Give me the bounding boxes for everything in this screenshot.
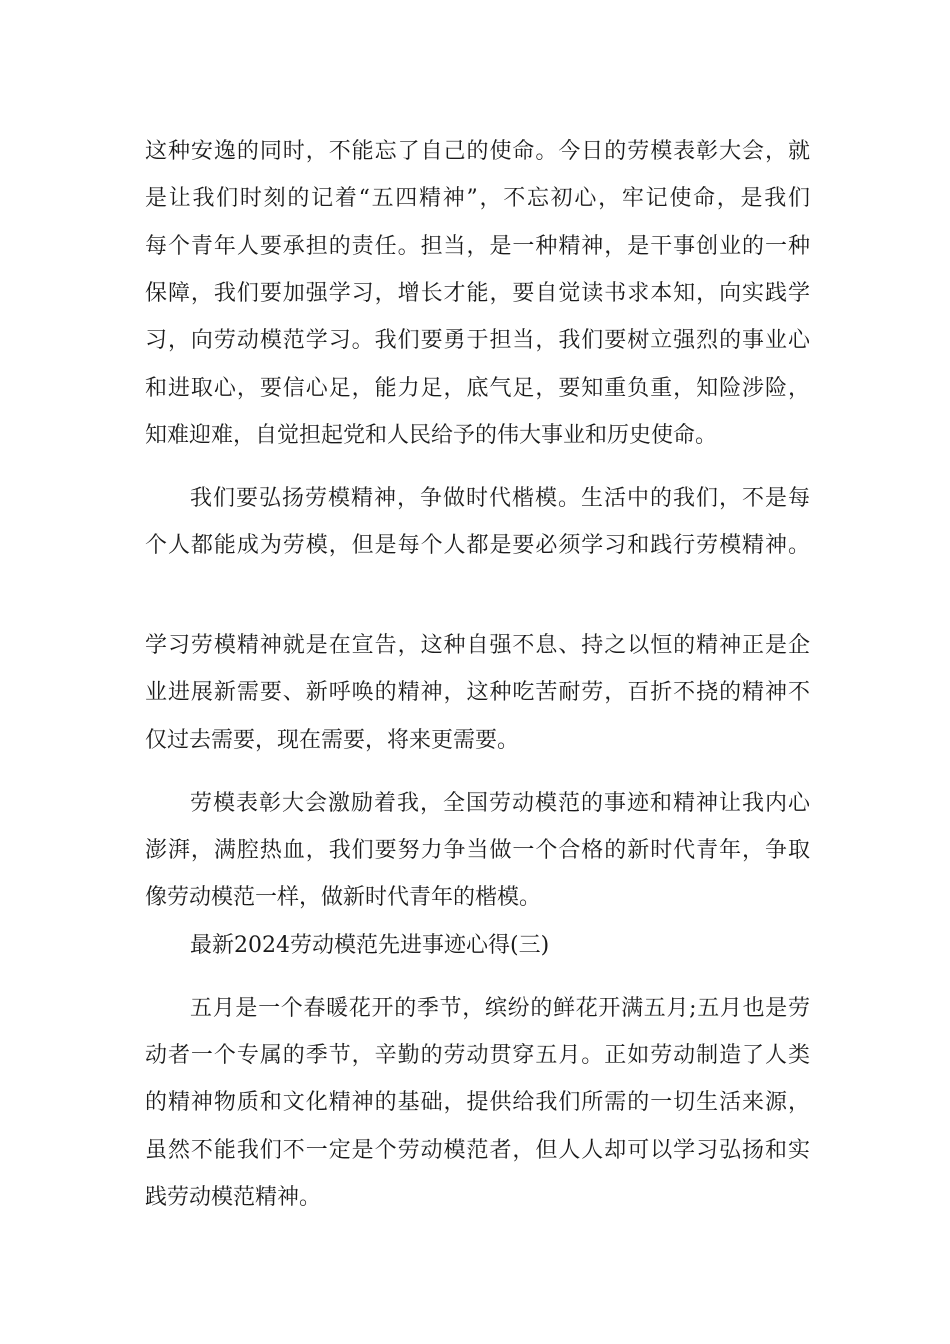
text-line: 仅过去需要，现在需要，将来更需要。 bbox=[145, 728, 520, 753]
text-line: 像劳动模范一样，做新时代青年的楷模。 bbox=[145, 885, 542, 910]
text-line: 的精神物质和文化精神的基础，提供给我们所需的一切生活来源， bbox=[145, 1090, 810, 1115]
text-line: 澎湃，满腔热血，我们要努力争当做一个合格的新时代青年，争取 bbox=[145, 838, 810, 863]
text-line: 和进取心，要信心足，能力足，底气足，要知重负重，知险涉险， bbox=[145, 376, 810, 401]
text-line: 劳模表彰大会激励着我，全国劳动模范的事迹和精神让我内心 bbox=[190, 791, 810, 816]
section-heading: 最新2024劳动模范先进事迹心得(三) bbox=[190, 933, 550, 958]
text-line: 每个青年人要承担的责任。担当，是一种精神，是干事创业的一种 bbox=[145, 234, 810, 259]
text-line: 动者一个专属的季节，辛勤的劳动贯穿五月。正如劳动制造了人类 bbox=[145, 1043, 810, 1068]
text-line: 五月是一个春暖花开的季节，缤纷的鲜花开满五月;五月也是劳 bbox=[190, 996, 810, 1021]
text-line: 保障，我们要加强学习，增长才能，要自觉读书求本知，向实践学 bbox=[145, 281, 810, 306]
text-line: 是让我们时刻的记着“五四精神”，不忘初心，牢记使命，是我们 bbox=[145, 186, 810, 211]
text-line: 习，向劳动模范学习。我们要勇于担当，我们要树立强烈的事业心 bbox=[145, 328, 810, 353]
text-line: 学习劳模精神就是在宣告，这种自强不息、持之以恒的精神正是企 bbox=[145, 633, 810, 658]
text-line: 业进展新需要、新呼唤的精神，这种吃苦耐劳，百折不挠的精神不 bbox=[145, 680, 810, 705]
text-line: 我们要弘扬劳模精神，争做时代楷模。生活中的我们，不是每 bbox=[190, 486, 810, 511]
text-line: 知难迎难，自觉担起党和人民给予的伟大事业和历史使命。 bbox=[145, 423, 718, 448]
text-line: 个人都能成为劳模，但是每个人都是要必须学习和践行劳模精神。 bbox=[145, 533, 810, 558]
text-line: 践劳动模范精神。 bbox=[145, 1185, 322, 1210]
text-line: 虽然不能我们不一定是个劳动模范者，但人人却可以学习弘扬和实 bbox=[145, 1138, 810, 1163]
text-line: 这种安逸的同时，不能忘了自己的使命。今日的劳模表彰大会，就 bbox=[145, 139, 810, 164]
